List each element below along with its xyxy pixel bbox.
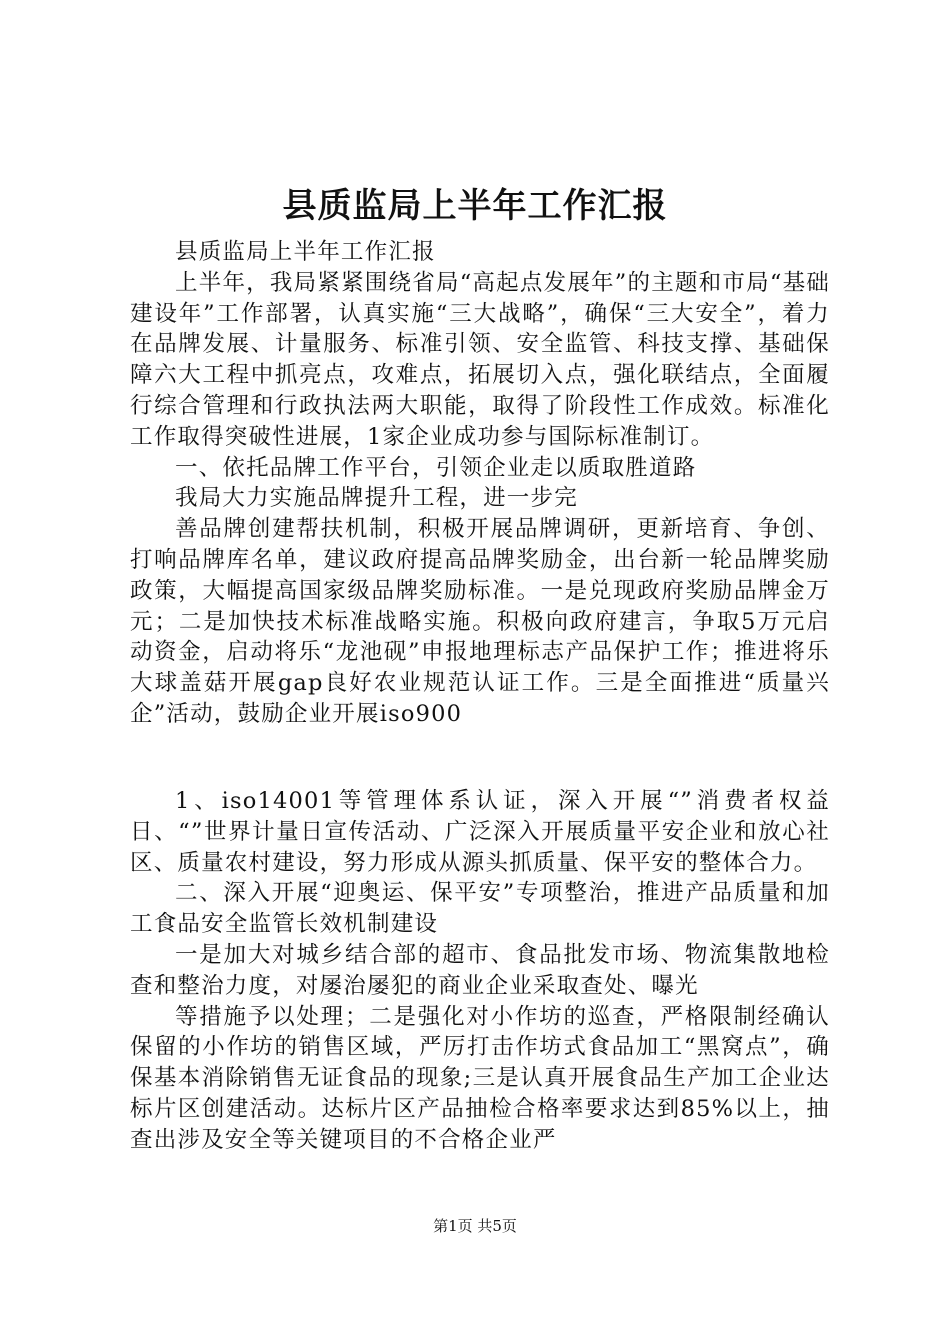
paragraph-brand-body: 善品牌创建帮扶机制，积极开展品牌调研，更新培育、争创、打响品牌库名单，建议政府提高品牌奖励金，出台新一轮品牌奖励政策，大幅提高国家级品牌奖励标准。一是兑现政府奖励品牌金万元；二是加快技术标准战略实施。积极向政府建言，争取5万元启动资金，启动将乐“龙池砚”申报地理标志产品保护工作；推进将乐大球盖菇开展gap良好农业规范认证工作。三是全面推进“质量兴企”活动，鼓励企业开展iso900 [130,516,830,727]
paragraph-inspection: 一是加大对城乡结合部的超市、食品批发市场、物流集散地检查和整治力度，对屡治屡犯的商业企业采取查处、曝光 [130,941,830,999]
paragraph-subtitle: 县质监局上半年工作汇报 [175,239,436,265]
paragraph-heading-2: 二、深入开展“迎奥运、保平安”专项整治，推进产品质量和加工食品安全监管长效机制建设 [130,880,830,938]
paragraph-brand-lead: 我局大力实施品牌提升工程，进一步完 [175,485,578,512]
document-title: 县质监局上半年工作汇报 [282,186,668,226]
body-text-bottom [130,786,830,1156]
paragraph-certification: 1、iso14001等管理体系认证，深入开展“”消费者权益日、“”世界计量日宣传活动、广泛深入开展质量平安企业和放心社区、质量农村建设，努力形成从源头抓质量、保平安的整体合力。 [130,788,830,876]
paragraph-intro: 上半年，我局紧紧围绕省局“高起点发展年”的主题和市局“基础建设年”工作部署，认真实施“三大战略”，确保“三大安全”，着力在品牌发展、计量服务、标准引领、安全监管、科技支撑、基础保障六大工程中抓亮点，攻难点，拓展切入点，强化联结点，全面履行综合管理和行政执法两大职能，取得了阶段性工作成效。标准化工作取得突破性进展，1家企业成功参与国际标准制订。 [130,269,830,450]
page-footer: 第1页 共5页 [433,1217,517,1235]
paragraph-workshop: 等措施予以处理；二是强化对小作坊的巡查，严格限制经确认保留的小作坊的销售区域，严厉打击作坊式食品加工“黑窝点”，确保基本消除销售无证食品的现象;三是认真开展食品生产加工企业达标片区创建活动。达标片区产品抽检合格率要求达到85%以上，抽查出涉及安全等关键项目的不合格企业严 [130,1003,830,1153]
body-text-top [130,237,830,730]
paragraph-heading-1: 一、依托品牌工作平台，引领企业走以质取胜道路 [175,454,697,481]
